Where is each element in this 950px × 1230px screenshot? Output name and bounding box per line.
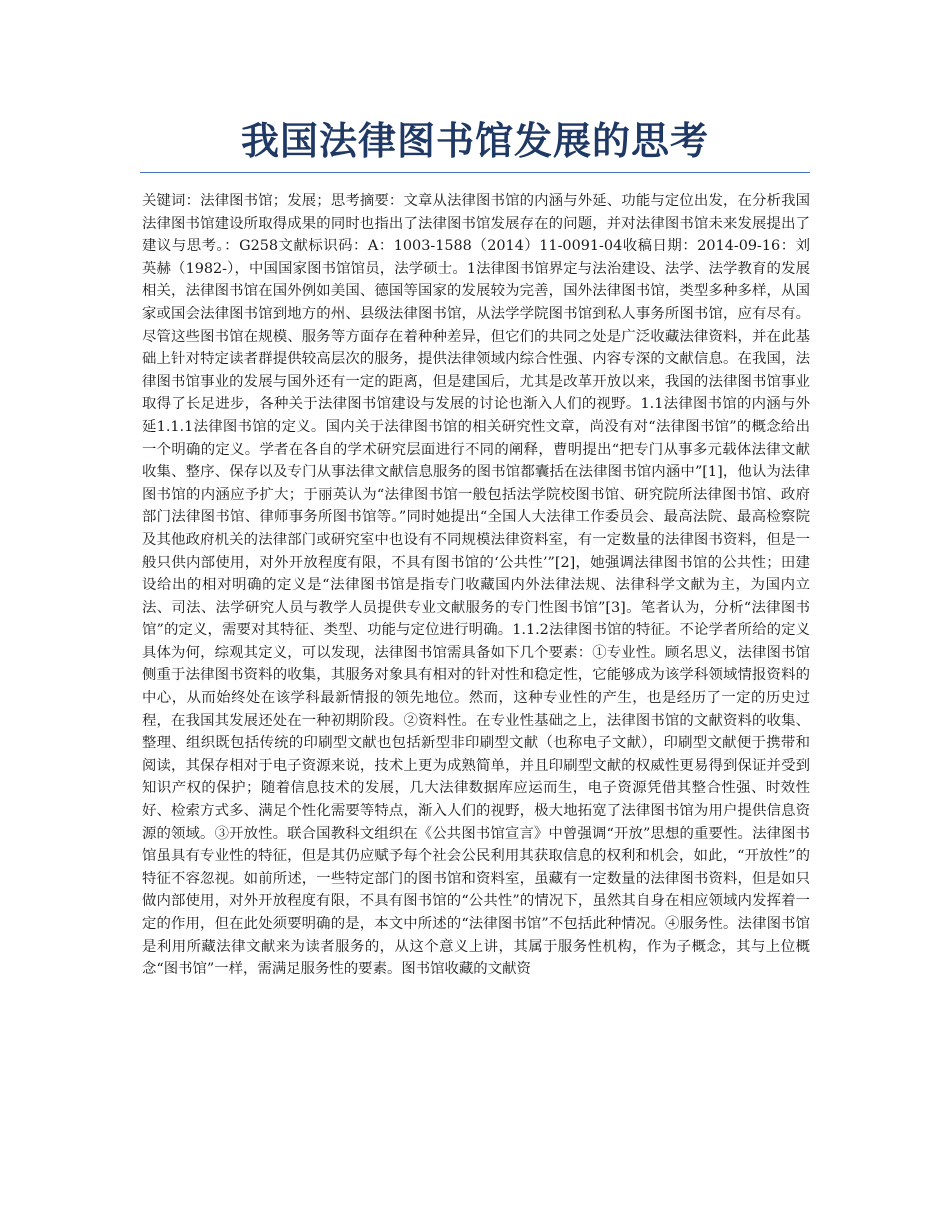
document-title: 我国法律图书馆发展的思考 <box>240 119 709 163</box>
document-body: 关键词：法律图书馆；发展；思考摘要：文章从法律图书馆的内涵与外延、功能与定位出发，在分析我国法律图书馆建设所取得成果的同时也指出了法律图书馆发展存在的问题，并对法律图书馆未来发展提出了建议与思考。：G258文献标识码：A：1003-1588（2014）11-0091-04收稿日期：2014-09-16：刘英赫（1982-），中国国家图书馆馆员，法学硕士。1法律图书馆界定与法治建设、法学、法学教育的发展相关，法律图书馆在国外例如美国、德国等国家的发展较为完善，国外法律图书馆，类型多种多样，从国家或国会法律图书馆到地方的州、县级法律图书馆，从法学学院图书馆到私人事务所图书馆，应有尽有。尽管这些图书馆在规模、服务等方面存在着种种差异，但它们的共同之处是广泛收藏法律资料，并在此基础上针对特定读者群提供较高层次的服务，提供法律领域内综合性强、内容专深的文献信息。在我国，法律图书馆事业的发展与国外还有一定的距离，但是建国后，尤其是改革开放以来，我国的法律图书馆事业取得了长足进步，各种关于法律图书馆建设与发展的讨论也渐入人们的视野。1.1法律图书馆的内涵与外延1.1.1法律图书馆的定义。国内关于法律图书馆的相关研究性文章，尚没有对“法律图书馆”的概念给出一个明确的定义。学者在各自的学术研究层面进行不同的阐释，曹明提出“把专门从事多元载体法律文献收集、整序、保存以及专门从事法律文献信息服务的图书馆都囊括在法律图书馆内涵中”[1]，他认为法律图书馆的内涵应予扩大；于丽英认为“法律图书馆一般包括法学院校图书馆、研究院所法律图书馆、政府部门法律图书馆、律师事务所图书馆等。”同时她提出“全国人大法律工作委员会、最高法院、最高检察院及其他政府机关的法律部门或研究室中也设有不同规模法律资料室，有一定数量的法律图书资料，但是一般只供内部使用，对外开放程度有限，不具有图书馆的‘公共性’”[2]，她强调法律图书馆的公共性；田建设给出的相对明确的定义是“法律图书馆是指专门收藏国内外法律法规、法律科学文献为主，为国内立法、司法、法学研究人员与教学人员提供专业文献服务的专门性图书馆”[3]。笔者认为，分析“法律图书馆”的定义，需要对其特征、类型、功能与定位进行明确。1.1.2法律图书馆的特征。不论学者所给的定义具体为何，综观其定义，可以发现，法律图书馆需具备如下几个要素：①专业性。顾名思义，法律图书馆侧重于法律图书资料的收集，其服务对象具有相对的针对性和稳定性，它能够成为该学科领域情报资料的中心，从而始终处在该学科最新情报的领先地位。然而，这种专业性的产生，也是经历了一定的历史过程，在我国其发展还处在一种初期阶段。②资料性。在专业性基础之上，法律图书馆的文献资料的收集、整理、组织既包括传统的印刷型文献也包括新型非印刷型文献（也称电子文献），印刷型文献便于携带和阅读，其保存相对于电子资源来说，技术上更为成熟简单，并且印刷型文献的权威性更易得到保证并受到知识产权的保护；随着信息技术的发展，几大法律数据库应运而生，电子资源凭借其整合性强、时效性好、检索方式多、满足个性化需要等特点，渐入人们的视野，极大地拓宽了法律图书馆为用户提供信息资源的领域。③开放性。联合国教科文组织在《公共图书馆宣言》中曾强调“开放”思想的重要性。法律图书馆虽具有专业性的特征，但是其仍应赋予每个社会公民利用其获取信息的权利和机会，如此，“开放性”的特征不容忽视。如前所述，一些特定部门的图书馆和资料室，虽藏有一定数量的法律图书资料，但是如只做内部使用，对外开放程度有限，不具有图书馆的“公共性”的情况下，虽然其自身在相应领域内发挥着一定的作用，但在此处须要明确的是，本文中所述的“法律图书馆”不包括此种情况。④服务性。法律图书馆是利用所藏法律文献来为读者服务的，从这个意义上讲，其属于服务性机构，作为子概念，其与上位概念“图书馆”一样，需满足服务性的要素。图书馆收藏的文献资 <box>142 193 810 978</box>
title-underline <box>140 172 810 173</box>
